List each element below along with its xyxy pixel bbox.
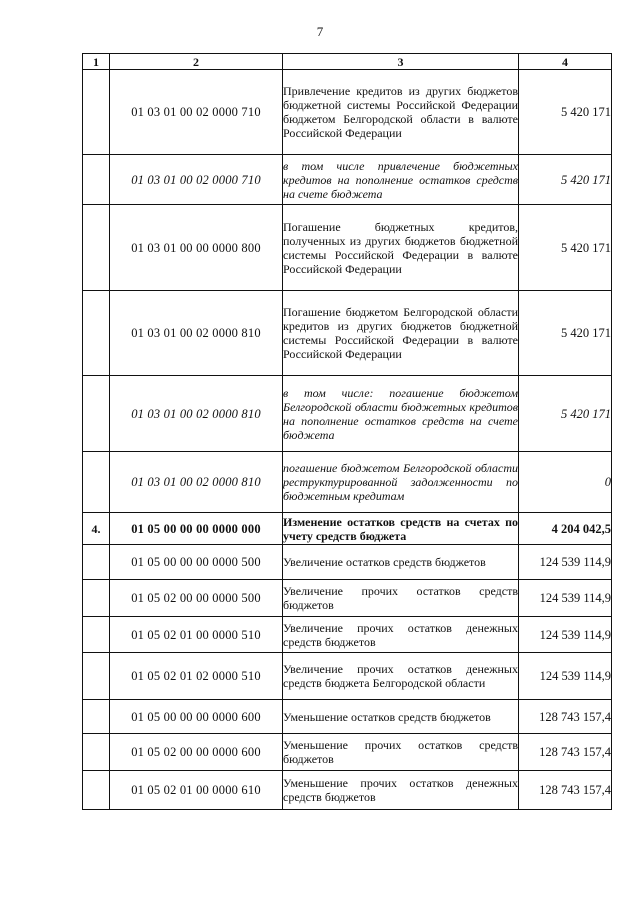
page-number: 7 [316,24,324,39]
row-number: 4. [83,513,110,545]
row-amount: 128 743 157,4 [519,700,612,734]
table-row [83,70,612,155]
budget-code: 01 03 01 00 02 0000 810 [110,452,283,513]
row-number [83,545,110,580]
budget-code: 01 05 02 01 02 0000 510 [110,653,283,700]
table-row [83,771,612,810]
row-amount: 5 420 171 [519,291,612,376]
row-number [83,452,110,513]
budget-code: 01 03 01 00 02 0000 710 [110,155,283,205]
table-row [83,291,612,376]
header-col-2: 2 [110,54,283,70]
budget-sources-table [82,53,612,810]
row-amount: 5 420 171 [519,70,612,155]
row-description: Увеличение остатков средств бюджетов [283,545,519,580]
table-row [83,205,612,291]
table-row [83,734,612,771]
row-description: в том числе: погашение бюджетом Белгородской области бюджетных кредитов на пополнение остатков средств на счете бюджета [283,376,519,452]
budget-code: 01 03 01 00 02 0000 810 [110,376,283,452]
row-description: Увеличение прочих остатков средств бюджетов [283,580,519,617]
budget-code: 01 03 01 00 00 0000 800 [110,205,283,291]
table-row [83,545,612,580]
row-description: в том числе привлечение бюджетных кредитов на пополнение остатков средств на счете бюджета [283,155,519,205]
row-number [83,734,110,771]
row-description: Уменьшение прочих остатков денежных средств бюджетов [283,771,519,810]
row-amount: 0 [519,452,612,513]
header-col-4: 4 [519,54,612,70]
budget-code: 01 05 02 01 00 0000 610 [110,771,283,810]
budget-code: 01 05 00 00 00 0000 600 [110,700,283,734]
budget-code: 01 05 02 00 00 0000 500 [110,580,283,617]
row-description: Погашение бюджетных кредитов, полученных из других бюджетов бюджетной системы Российской Федерации в валюте Российской Федерации [283,205,519,291]
table-row [83,617,612,653]
row-description: Изменение остатков средств на счетах по учету средств бюджета [283,514,518,543]
row-description: Увеличение прочих остатков денежных средств бюджета Белгородской области [283,653,519,700]
row-number [83,155,110,205]
table-row [83,452,612,513]
row-amount: 124 539 114,9 [519,545,612,580]
budget-code: 01 03 01 00 02 0000 810 [110,291,283,376]
table-header-row [83,54,612,70]
row-number [83,771,110,810]
header-col-1: 1 [83,54,110,70]
row-description: Уменьшение прочих остатков средств бюджетов [283,734,519,771]
row-number [83,653,110,700]
table-row [83,155,612,205]
row-amount: 5 420 171 [519,155,612,205]
budget-code: 01 05 02 00 00 0000 600 [110,734,283,771]
row-description: погашение бюджетом Белгородской области реструктурированной задолженности по бюджетным кредитам [283,452,519,513]
row-number [83,700,110,734]
budget-code: 01 03 01 00 02 0000 710 [110,70,283,155]
row-amount: 124 539 114,9 [519,580,612,617]
header-col-3: 3 [283,54,519,70]
budget-code: 01 05 00 00 00 0000 000 [110,513,283,545]
table-row [83,653,612,700]
table-row [83,513,612,545]
row-amount: 128 743 157,4 [519,734,612,771]
row-number [83,205,110,291]
row-number [83,70,110,155]
row-amount: 5 420 171 [519,205,612,291]
row-amount: 4 204 042,5 [519,513,612,545]
row-description: Привлечение кредитов из других бюджетов бюджетной системы Российской Федерации бюджетом Белгородской области в валюте Российской Федерации [283,70,519,155]
row-amount: 124 539 114,9 [519,617,612,653]
table-row [83,700,612,734]
row-number [83,580,110,617]
budget-code: 01 05 02 01 00 0000 510 [110,617,283,653]
row-number [83,617,110,653]
row-description: Уменьшение остатков средств бюджетов [283,700,519,734]
row-amount: 124 539 114,9 [519,653,612,700]
row-number [83,291,110,376]
row-number [83,376,110,452]
row-amount: 128 743 157,4 [519,771,612,810]
row-description: Увеличение прочих остатков денежных средств бюджетов [283,617,519,653]
table-row [83,376,612,452]
budget-code: 01 05 00 00 00 0000 500 [110,545,283,580]
row-amount: 5 420 171 [519,376,612,452]
table-row [83,580,612,617]
row-description: Погашение бюджетом Белгородской области кредитов из других бюджетов бюджетной системы Российской Федерации в валюте Российской Федерации [283,291,519,376]
